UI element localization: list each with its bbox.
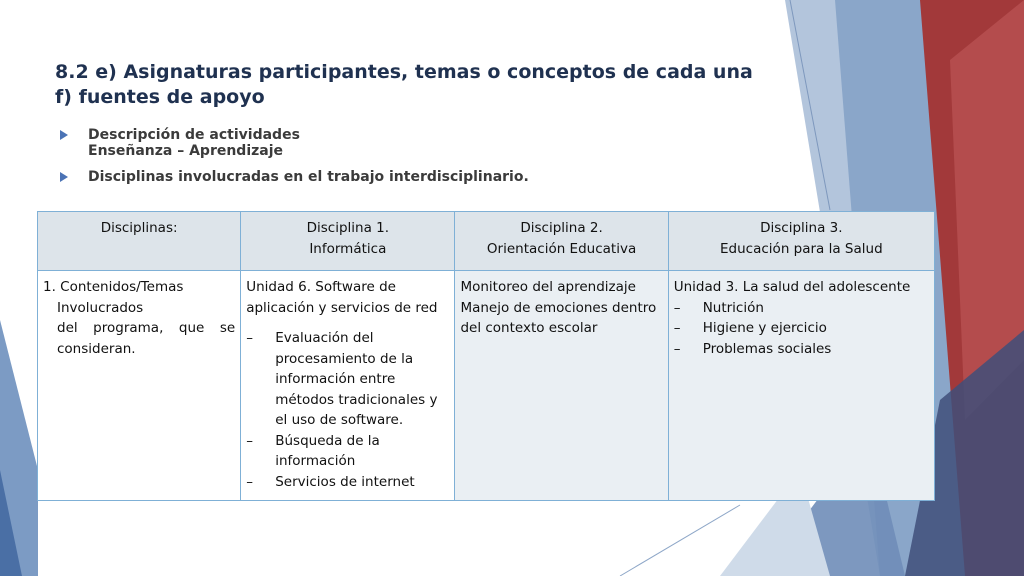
list-item-text: Problemas sociales [702, 340, 832, 357]
bullet-item-disciplines [60, 169, 529, 185]
list-item-text: Nutrición [702, 299, 764, 316]
list-item [246, 431, 449, 472]
cell-discipline-3-content [668, 271, 934, 501]
dash-bullet-icon: – [246, 330, 253, 346]
dash-bullet-icon: – [673, 299, 681, 316]
list-item-text: Búsqueda de la información [275, 432, 380, 469]
triangle-bullet-icon [60, 130, 68, 140]
list-item-text: Higiene y ejercicio [702, 320, 827, 336]
list-item [674, 339, 929, 360]
cell-discipline-3-intro: Unidad 3. La salud del adolescente [673, 279, 911, 295]
header-cell-discipline-1-line-2: Informática [309, 240, 387, 257]
header-cell-disciplines [38, 212, 241, 271]
triangle-bullet-icon [60, 172, 68, 182]
row-label-line-4: consideran. [57, 340, 136, 357]
cell-discipline-1-intro: Unidad 6. Software de aplicación y servicios de red [246, 279, 438, 316]
slide-title-line-1: 8.2 e) Asignaturas participantes, temas o conceptos de cada una [55, 61, 753, 83]
header-cell-discipline-3-line-1: Disciplina 3. [760, 220, 843, 236]
cell-discipline-3-list [674, 298, 929, 360]
bullet-item-activities [60, 127, 529, 159]
header-cell-discipline-2-line-1: Disciplina 2. [520, 220, 603, 236]
header-cell-discipline-2-line-2: Orientación Educativa [486, 240, 637, 257]
table-row-contents [38, 271, 935, 501]
header-cell-discipline-3 [668, 212, 934, 271]
slide-title [55, 60, 753, 110]
table-header-row [38, 212, 935, 271]
bullet-list [60, 127, 529, 195]
list-item [674, 298, 929, 319]
dash-bullet-icon: – [673, 340, 681, 357]
header-cell-discipline-1-line-1: Disciplina 1. [306, 220, 390, 236]
cell-discipline-1-content [241, 271, 455, 501]
bullet-item-disciplines-line-1: Disciplinas involucradas en el trabajo interdisciplinario. [88, 169, 529, 185]
dash-bullet-icon: – [673, 320, 681, 336]
header-cell-discipline-1 [241, 212, 455, 271]
cell-discipline-2-line-1: Monitoreo del aprendizaje [460, 279, 636, 295]
list-item-text: Servicios de internet [275, 473, 415, 490]
bullet-item-activities-line-1: Descripción de actividades [88, 127, 300, 143]
dash-bullet-icon: – [246, 473, 253, 490]
row-label-line-1: 1. Contenidos/Temas [43, 279, 184, 295]
disciplines-table [37, 211, 935, 501]
list-item [246, 328, 449, 431]
header-cell-disciplines-line-1: Disciplinas: [100, 220, 178, 236]
list-item [674, 318, 929, 339]
cell-discipline-2-content [455, 271, 668, 501]
header-cell-discipline-2 [455, 212, 668, 271]
dash-bullet-icon: – [246, 432, 253, 449]
slide-title-line-2: f) fuentes de apoyo [55, 86, 265, 108]
bg-thin-line-2 [620, 505, 740, 576]
cell-discipline-2-line-2: Manejo de emociones dentro del contexto escolar [460, 299, 657, 336]
row-label-line-3: del programa, que se [57, 320, 236, 336]
list-item [246, 472, 449, 493]
cell-discipline-1-list [246, 328, 449, 492]
bullet-item-activities-line-2: Enseñanza – Aprendizaje [88, 143, 284, 159]
list-item-text: Evaluación del procesamiento de la información entre métodos tradicionales y el uso de software. [275, 330, 438, 428]
row-label-line-2: Involucrados [57, 299, 144, 316]
row-label-cell [38, 271, 241, 501]
header-cell-discipline-3-line-2: Educación para la Salud [720, 240, 883, 257]
